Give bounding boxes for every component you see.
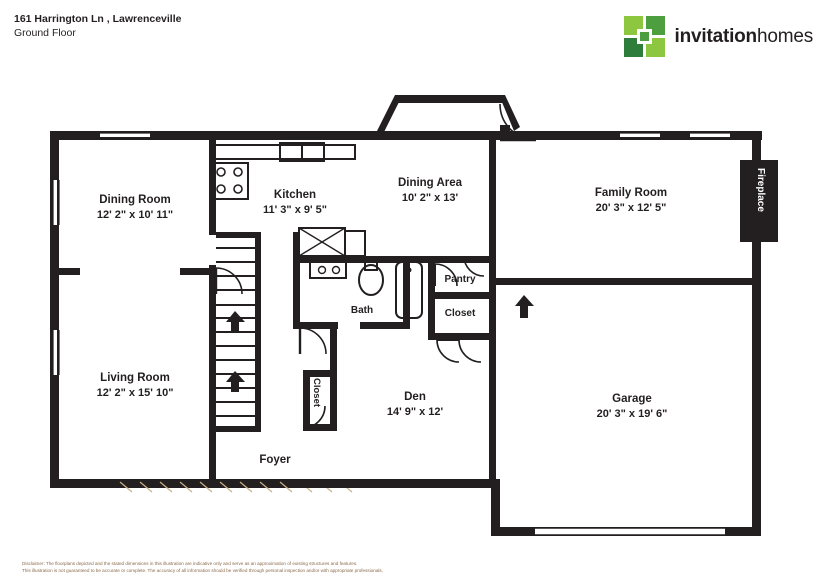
front-door (296, 479, 356, 488)
room-label-closet: Closet (444, 308, 476, 319)
room-label-garage: Garage 20' 3" x 19' 6" (596, 393, 668, 420)
room-label-dining-area: Dining Area 10' 2" x 13' (397, 177, 463, 204)
disclaimer: Disclaimer: The floorplans depicted and the stated dimensions in this illustration are indicative only and serve as an approximation of existing structures and features. This illustration is not guaranteed to be accurate or complete. The accuracy of all information should be verified through personal inspection and/or with appropriate professionals. (22, 561, 383, 573)
room-label-bath: Bath (350, 305, 374, 316)
room-label-family-room: Family Room 20' 3" x 12' 5" (594, 187, 668, 214)
room-label-den: Den 14' 9" x 12' (386, 391, 444, 418)
room-label-kitchen: Kitchen 11' 3" x 9' 5" (263, 189, 327, 216)
room-label-dining-room: Dining Room 12' 2" x 10' 11" (96, 194, 174, 221)
room-label-foyer: Foyer (259, 454, 291, 466)
windows (55, 135, 730, 375)
closet-label-den: Closet (311, 378, 322, 408)
window-lines (53, 133, 730, 375)
logo-text-bold: invitation (674, 26, 757, 47)
garage-door (535, 528, 725, 535)
logo-text-light: homes (756, 26, 813, 47)
room-label-living-room: Living Room 12' 2" x 15' 10" (96, 372, 174, 399)
fireplace-label: Fireplace (755, 168, 766, 212)
address-line: 161 Harrington Ln , Lawrenceville (14, 13, 182, 25)
room-label-pantry: Pantry (444, 274, 476, 285)
floor-label: Ground Floor (14, 27, 76, 39)
